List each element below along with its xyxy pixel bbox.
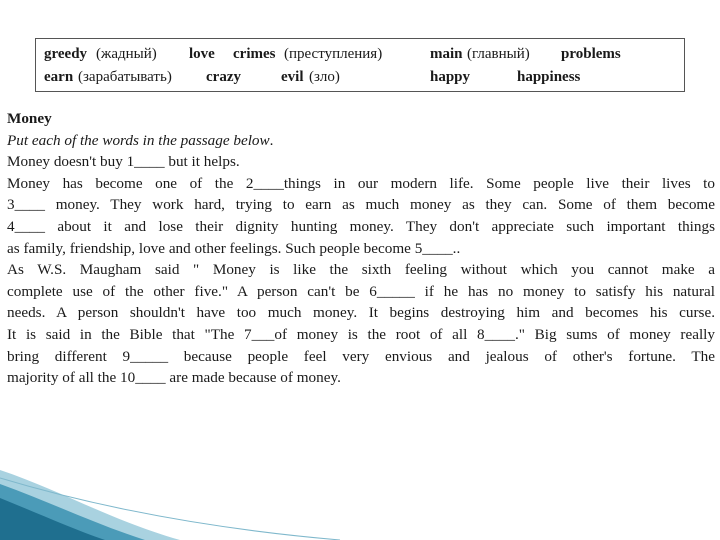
passage-line: as family, friendship, love and other feelings. Such people become 5____..: [7, 239, 461, 257]
word-earn: earn: [44, 69, 74, 85]
passage-line: Money doesn't buy 1____ but it helps.: [7, 153, 240, 171]
word-evil-translation: (зло): [309, 69, 340, 85]
word-crimes-translation: (преступления): [284, 46, 383, 62]
passage-line: As W.S. Maugham said " Money is like the sixth feeling without which you cannot make a: [7, 261, 715, 279]
word-problems: problems: [561, 46, 621, 62]
word-happy: happy: [430, 69, 471, 85]
word-bank-box: [35, 38, 685, 92]
passage-line: Money has become one of the 2____things in our modern life. Some people live their lives to: [7, 174, 715, 192]
word-greedy-translation: (жадный): [96, 46, 157, 62]
passage-line: complete use of the other five." A person can't be 6_____ if he has no money to satisfy his natural: [7, 282, 715, 300]
passage-line: 3____ money. They work hard, trying to earn as much money as they can. Some of them become: [7, 196, 715, 214]
passage-instruction: [7, 130, 715, 152]
word-crazy: crazy: [206, 69, 241, 85]
passage-line: bring different 9_____ because people feel very envious and jealous of other's fortune. The: [7, 347, 715, 365]
word-main: main: [430, 46, 463, 62]
passage-line: 4____ about it and lose their dignity hunting money. They don't appreciate such important things: [7, 217, 715, 235]
word-evil: evil: [281, 69, 304, 85]
word-earn-translation: (зарабатывать): [78, 69, 172, 85]
instruction-text: Put each of the words in the passage below: [7, 131, 270, 149]
passage: [7, 108, 715, 389]
word-main-translation: (главный): [467, 46, 530, 62]
passage-title: Money: [7, 110, 52, 127]
instruction-period: .: [269, 131, 274, 149]
word-greedy: greedy: [44, 46, 88, 62]
word-crimes: crimes: [233, 46, 276, 62]
passage-line: majority of all the 10____ are made because of money.: [7, 369, 341, 387]
word-love: love: [189, 46, 215, 62]
decorative-wave: [0, 450, 720, 540]
passage-line: It is said in the Bible that "The 7___of money is the root of all 8____." Big sums of money really: [7, 325, 715, 343]
passage-line: needs. A person shouldn't have too much money. It begins destroying him and becomes his curse.: [7, 304, 715, 322]
word-happiness: happiness: [517, 69, 581, 85]
